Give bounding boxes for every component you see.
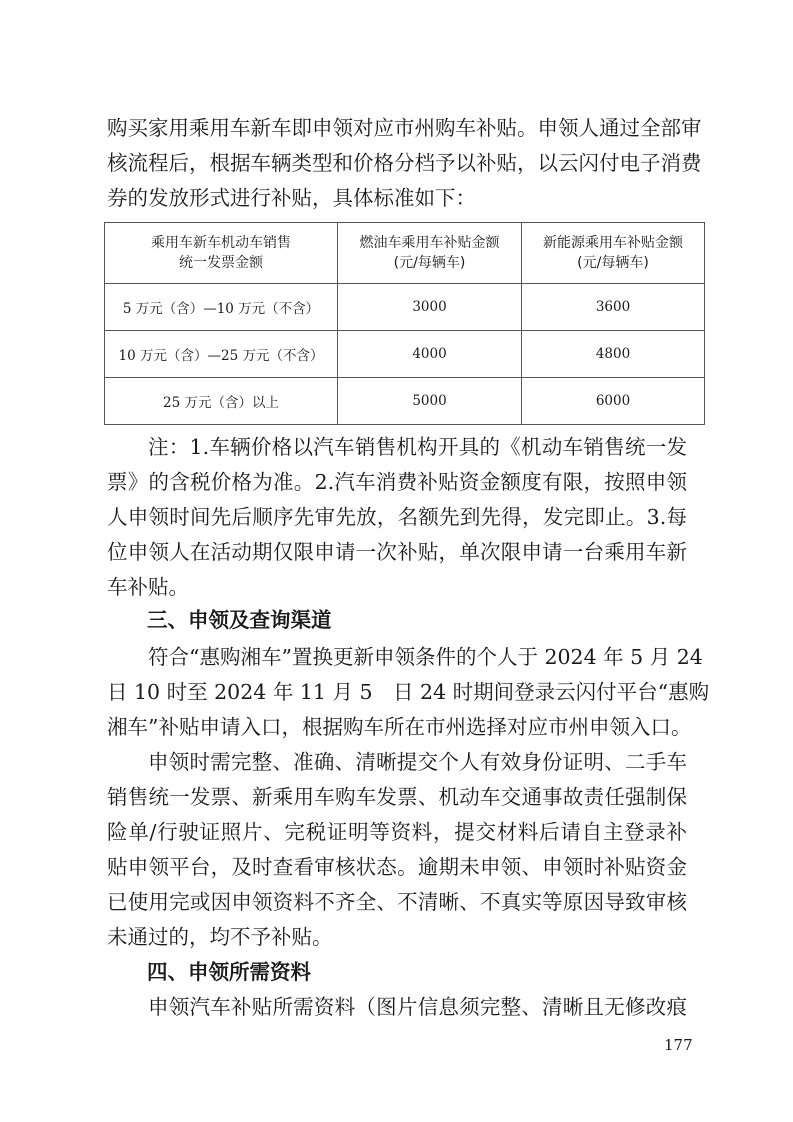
table-cell: 25 万元（含）以上 — [105, 378, 338, 425]
intro-paragraph-end — [107, 181, 687, 216]
note-paragraph — [107, 430, 687, 570]
table-cell: 5000 — [338, 378, 522, 425]
table-header-cell: 乘用车新车机动车销售 统一发票金额 — [105, 223, 338, 284]
channel-paragraph — [107, 640, 710, 710]
table-cell: 10 万元（含）—25 万元（不含） — [105, 331, 338, 378]
text-line: 人申领时间先后顺序先审先放，名额先到先得，发完即止。3.每 — [107, 505, 687, 529]
text-line: 日 10 时至 2024 年 11 月 5 日 24 时期间登录云闪付平台“惠购 — [107, 680, 710, 704]
table-header-row — [105, 223, 705, 284]
table-row — [105, 284, 705, 331]
text-line: 符合“惠购湘车”置换更新申领条件的个人于 2024 年 5 月 24 — [148, 645, 703, 669]
table-cell: 4000 — [338, 331, 522, 378]
text-line: 已使用完或因申领资料不齐全、不清晰、不真实等原因导致审核 — [107, 890, 687, 914]
table-row — [105, 331, 705, 378]
text-line: 险单/行驶证照片、完税证明等资料，提交材料后请自主登录补 — [107, 820, 687, 844]
table-cell: 3000 — [338, 284, 522, 331]
text-line: 核流程后，根据车辆类型和价格分档予以补贴，以云闪付电子消费 — [107, 151, 702, 175]
table-header-cell: 燃油车乘用车补贴金额 (元/每辆车) — [338, 223, 522, 284]
table-cell: 4800 — [522, 331, 705, 378]
requirements-paragraph — [107, 745, 687, 920]
table-cell: 6000 — [522, 378, 705, 425]
text-line: 申领汽车补贴所需资料（图片信息须完整、清晰且无修改痕 — [148, 995, 687, 1019]
table-cell: 3600 — [522, 284, 705, 331]
text-line: 购买家用乘用车新车即申领对应市州购车补贴。申领人通过全部审 — [107, 116, 702, 140]
text-line: 位申领人在活动期仅限申请一次补贴，单次限申请一台乘用车新 — [107, 540, 687, 564]
table-header-cell: 新能源乘用车补贴金额 (元/每辆车) — [522, 223, 705, 284]
text-line: 申领时需完整、准确、清晰提交个人有效身份证明、二手车 — [148, 750, 687, 774]
section-heading-4: 四、申领所需资料 — [147, 960, 311, 984]
text-line: 未通过的，均不予补贴。 — [107, 925, 333, 949]
section-heading-3: 三、申领及查询渠道 — [147, 608, 332, 632]
requirements-paragraph-end — [107, 920, 687, 955]
text-line: 券的发放形式进行补贴，具体标准如下： — [107, 186, 476, 210]
note-paragraph-end — [107, 570, 687, 605]
text-line: 销售统一发票、新乘用车购车发票、机动车交通事故责任强制保 — [107, 785, 687, 809]
page-number: 177 — [664, 1036, 693, 1054]
table-row — [105, 378, 705, 425]
text-line: 湘车”补贴申请入口，根据购车所在市州选择对应市州申领入口。 — [107, 715, 692, 739]
channel-paragraph-end — [107, 710, 692, 745]
intro-paragraph — [107, 111, 702, 181]
text-line: 注：1.车辆价格以汽车销售机构开具的《机动车销售统一发 — [148, 435, 687, 459]
materials-paragraph — [107, 990, 687, 1025]
table-cell: 5 万元（含）—10 万元（不含） — [105, 284, 338, 331]
text-line: 票》的含税价格为准。2.汽车消费补贴资金额度有限，按照申领 — [107, 470, 687, 494]
subsidy-table — [104, 222, 705, 425]
text-line: 贴申领平台，及时查看审核状态。逾期未申领、申领时补贴资金 — [107, 855, 687, 879]
text-line: 车补贴。 — [107, 575, 189, 599]
